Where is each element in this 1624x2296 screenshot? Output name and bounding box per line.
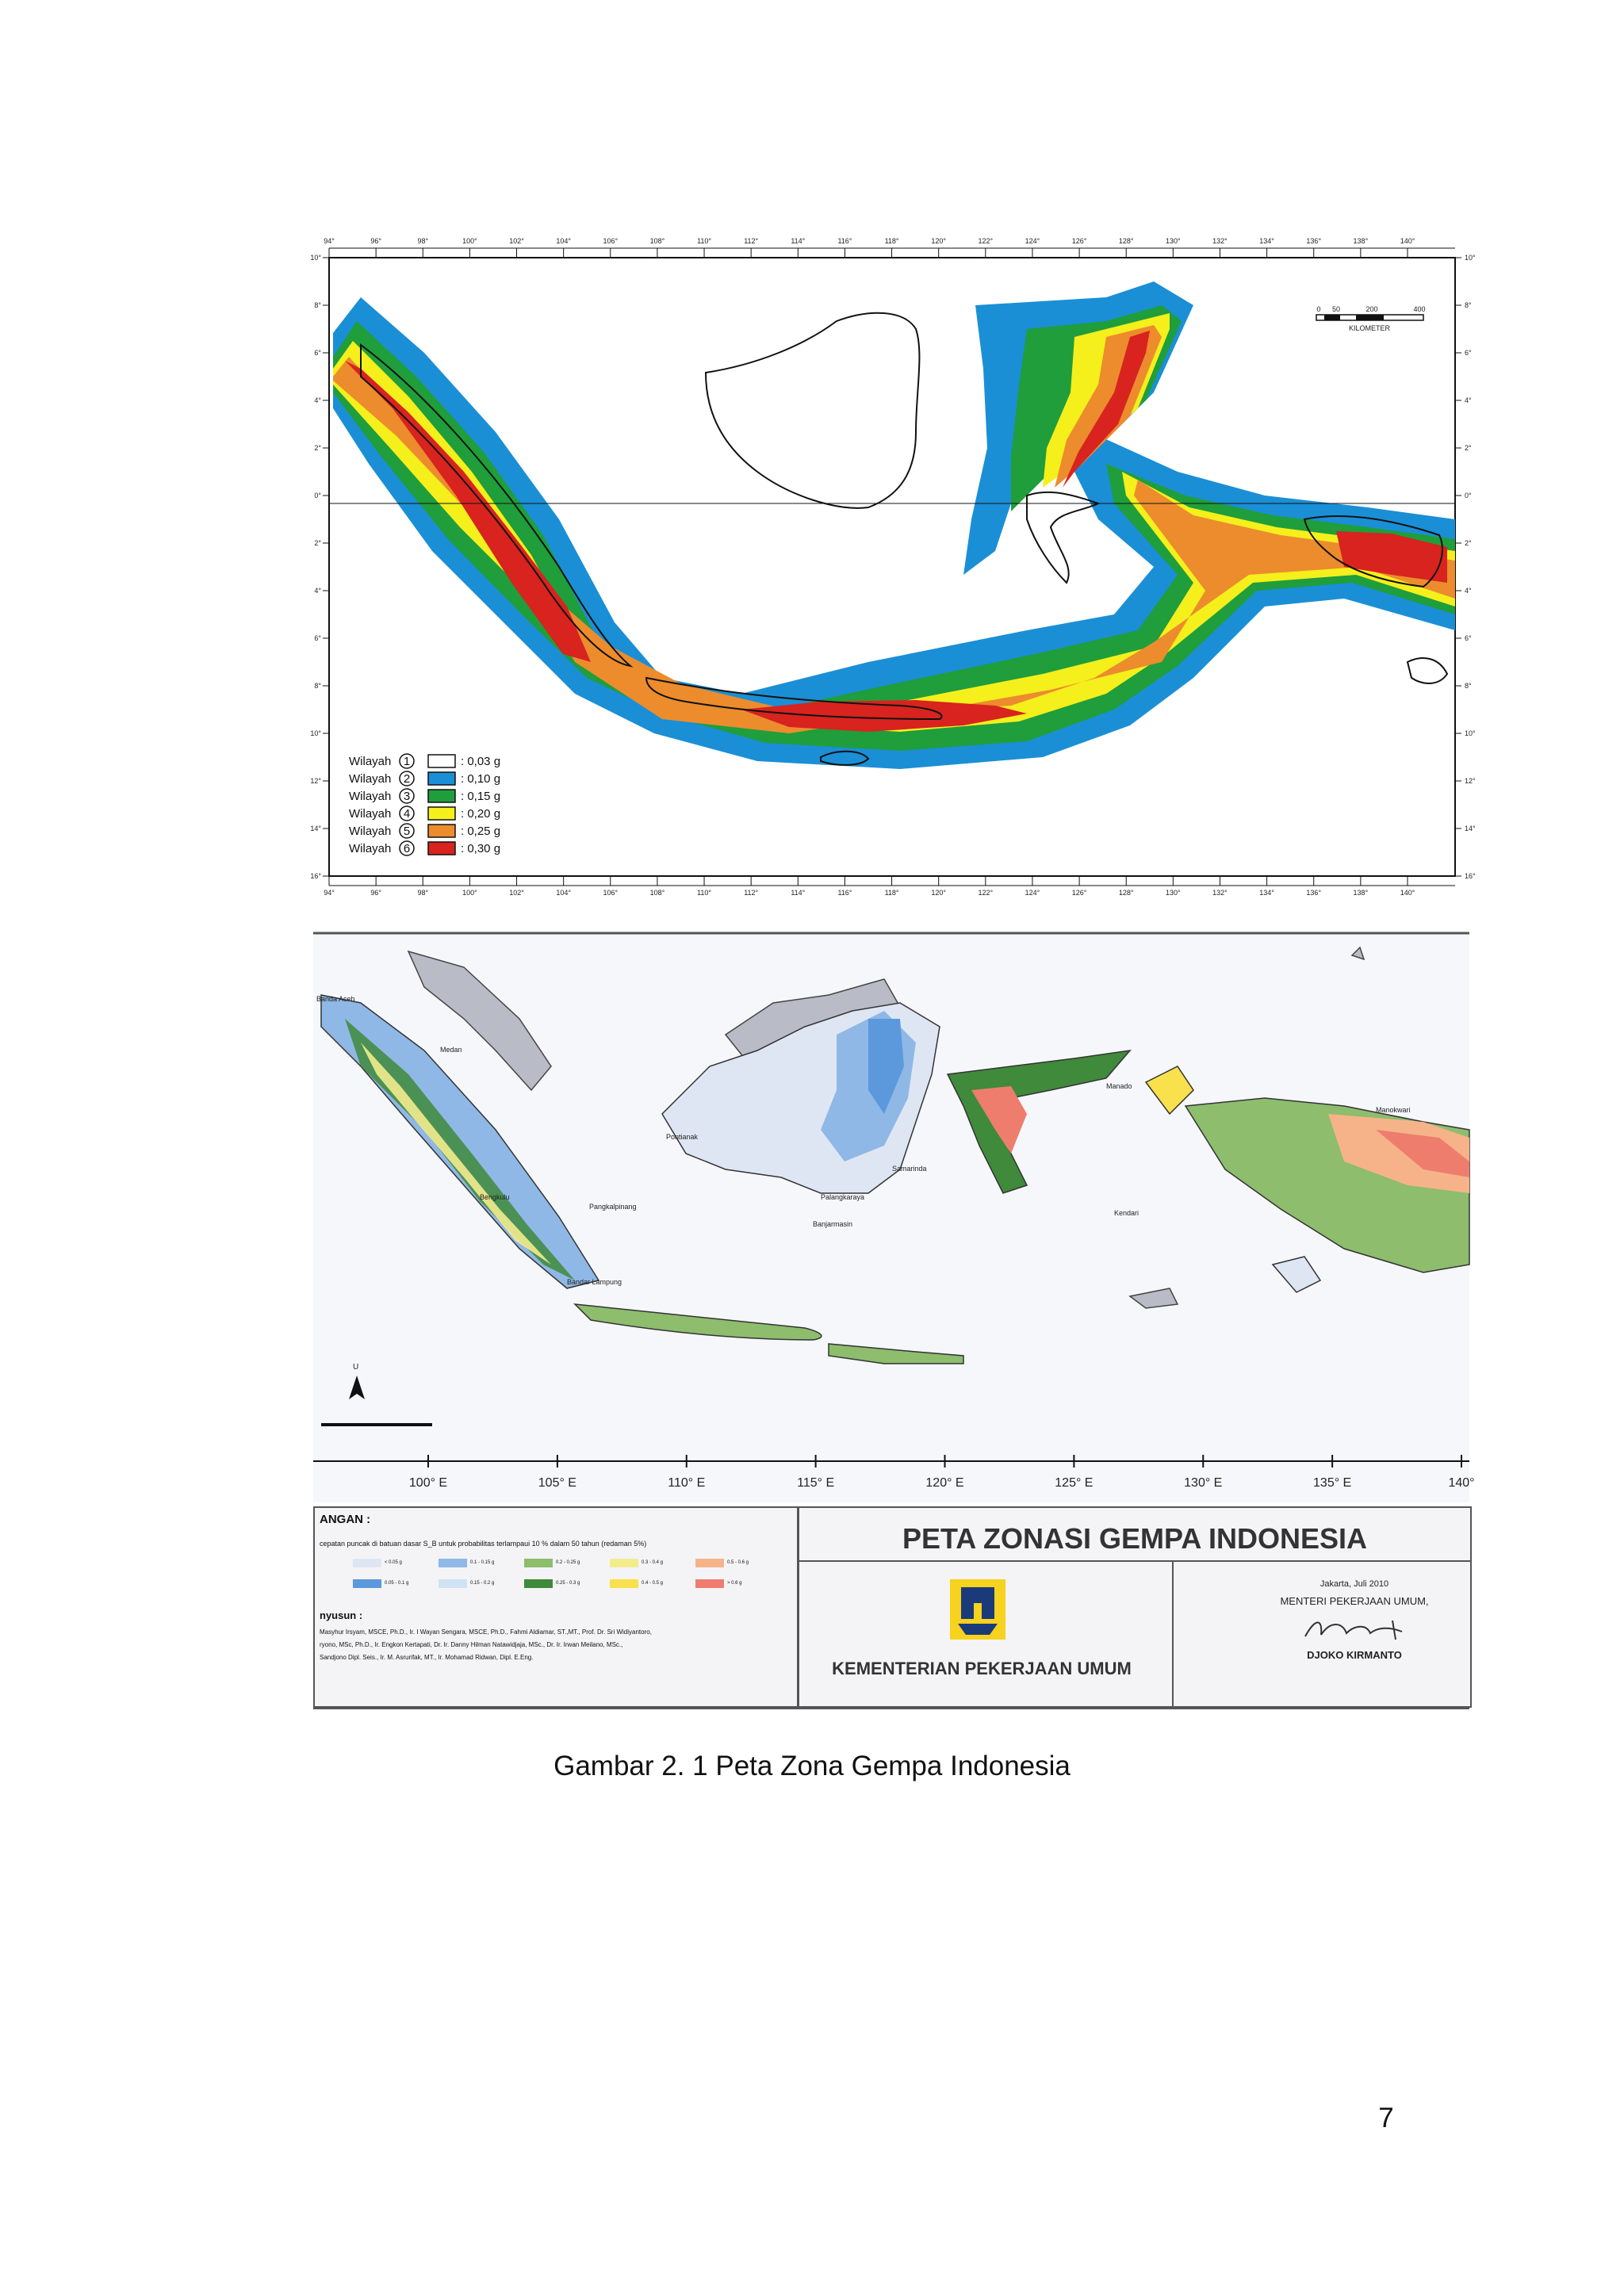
bottom-lon-tick-label: 112° (744, 889, 759, 897)
legend-zone-label: Wilayah (349, 772, 392, 786)
minister-title: MENTERI PEKERJAAN UMUM, (1280, 1595, 1429, 1607)
bottom-lon-tick-label: 126° (1071, 889, 1087, 897)
top-lon-tick-label: 120° (931, 237, 947, 245)
left-lat-tick-label: 8° (314, 682, 321, 690)
left-lat-tick-label: 10° (310, 254, 321, 262)
lon-axis-label: 110° E (668, 1476, 706, 1490)
legend-swatch (428, 825, 455, 837)
place-name-label: Palangkaraya (821, 1193, 865, 1201)
bottom-lon-tick-label: 100° (462, 889, 477, 897)
legend-swatch-label: 0.2 - 0.25 g (556, 1560, 580, 1565)
right-lat-tick-label: 10° (1465, 729, 1476, 737)
page-number: 7 (1378, 2103, 1394, 2133)
legend-zone-label: Wilayah (349, 790, 392, 803)
right-lat-tick-label: 16° (1465, 872, 1476, 880)
top-lon-tick-label: 132° (1212, 237, 1228, 245)
minister-name: DJOKO KIRMANTO (1307, 1649, 1402, 1661)
top-lon-tick-label: 138° (1353, 237, 1369, 245)
top-lon-tick-label: 134° (1259, 237, 1274, 245)
place-name-label: Manado (1106, 1082, 1132, 1090)
legend-description: cepatan puncak di batuan dasar S_B untuk probabilitas terlampaui 10 % dalam 50 tahun (redaman 5%) (320, 1540, 647, 1548)
right-lat-tick-label: 4° (1465, 396, 1472, 404)
legend-color-swatch (610, 1559, 638, 1567)
legend-swatch-label: 0.15 - 0.2 g (470, 1581, 495, 1586)
legend-color-swatch (353, 1579, 381, 1588)
place-name-label: Bengkulu (480, 1193, 510, 1201)
legend-swatch (428, 755, 455, 767)
right-lat-tick-label: 8° (1465, 682, 1472, 690)
legend-zone-number: 3 (403, 790, 411, 803)
left-lat-tick-label: 4° (314, 396, 321, 404)
legend-zone-label: Wilayah (349, 842, 392, 855)
ministry-logo-icon (950, 1579, 1005, 1640)
legend-color-swatch (353, 1559, 381, 1567)
lon-axis-label: 130° E (1184, 1476, 1223, 1490)
legend-zone-value: : 0,10 g (461, 772, 501, 786)
bottom-lon-tick-label: 102° (509, 889, 524, 897)
legend-zone-label: Wilayah (349, 825, 392, 838)
left-lat-tick-label: 4° (314, 587, 321, 595)
bottom-lon-tick-label: 134° (1259, 889, 1274, 897)
lon-axis-label: 135° E (1313, 1476, 1352, 1490)
seismic-zone-map-top (310, 234, 1479, 897)
legend-swatch (428, 772, 455, 785)
place-name-label: Medan (440, 1046, 462, 1054)
legend-swatch-label: 0.5 - 0.6 g (727, 1560, 749, 1565)
legend-zone-label: Wilayah (349, 755, 392, 768)
legend-color-swatch (695, 1579, 724, 1588)
right-lat-tick-label: 2° (1465, 539, 1472, 547)
right-lat-tick-label: 8° (1465, 301, 1472, 309)
place-name-label: Samarinda (892, 1165, 927, 1173)
legend-zone-value: : 0,30 g (461, 842, 501, 855)
place-name-label: Manokwari (1376, 1106, 1411, 1114)
compiler-line-1: Masyhur Irsyam, MSCE, Ph.D., Ir. I Wayan Sengara, MSCE, Ph.D., Fahmi Aldiamar, ST.,MT., Prof. Dr. Sri Widiyantoro, (320, 1628, 652, 1636)
compiler-title: nyusun : (320, 1609, 363, 1621)
legend-swatch-label: 0.4 - 0.5 g (642, 1581, 664, 1586)
legend-swatch (428, 790, 455, 802)
bottom-lon-tick-label: 108° (649, 889, 665, 897)
scale-bar-label: 50 (1331, 305, 1341, 313)
place-name-label: Pangkalpinang (589, 1203, 637, 1211)
top-lon-tick-label: 110° (697, 237, 712, 245)
top-lon-tick-label: 94° (324, 237, 335, 245)
scale-bar-label: 0 (1316, 305, 1321, 313)
legend-zone-value: : 0,20 g (461, 807, 501, 821)
map-legend-panel (313, 1506, 799, 1708)
bottom-lon-tick-label: 136° (1306, 889, 1322, 897)
top-lon-tick-label: 136° (1306, 237, 1322, 245)
top-lon-tick-label: 112° (744, 237, 759, 245)
map-title-block (798, 1506, 1472, 1708)
legend-swatch (428, 842, 455, 855)
left-lat-tick-label: 2° (314, 444, 321, 452)
place-name-label: Bandar Lampung (567, 1278, 622, 1286)
legend-zone-number: 5 (403, 825, 411, 838)
left-lat-tick-label: 10° (310, 729, 321, 737)
lon-axis-label: 140° (1448, 1476, 1475, 1490)
lon-axis-label: 100° E (408, 1476, 448, 1490)
bottom-lon-tick-label: 104° (556, 889, 571, 897)
bottom-lon-tick-label: 106° (603, 889, 619, 897)
top-lon-tick-label: 128° (1118, 237, 1134, 245)
bottom-lon-tick-label: 96° (370, 889, 381, 897)
top-lon-tick-label: 130° (1166, 237, 1181, 245)
left-lat-tick-label: 6° (314, 349, 321, 357)
legend-swatch-label: 0.3 - 0.4 g (642, 1560, 664, 1565)
top-lon-tick-label: 104° (556, 237, 571, 245)
right-lat-tick-label: 2° (1465, 444, 1472, 452)
legend-zone-number: 1 (403, 755, 411, 768)
legend-color-swatch (439, 1559, 467, 1567)
compiler-line-2: ryono, MSc, Ph.D., Ir. Engkon Kertapati, Dr. Ir. Danny Hilman Natawidjaja, MSc., Dr. Ir. Irwan Meilano, MSc., (320, 1641, 623, 1648)
bottom-lon-tick-label: 98° (417, 889, 429, 897)
right-lat-tick-label: 10° (1465, 254, 1476, 262)
top-lon-tick-label: 126° (1071, 237, 1087, 245)
ministry-name: KEMENTERIAN PEKERJAAN UMUM (832, 1659, 1132, 1678)
scale-bar-label: 200 (1365, 305, 1378, 313)
right-lat-tick-label: 6° (1465, 634, 1472, 642)
legend-zone-value: : 0,03 g (461, 755, 501, 768)
map-main-title: PETA ZONASI GEMPA INDONESIA (902, 1522, 1368, 1555)
top-lon-tick-label: 106° (603, 237, 619, 245)
top-lon-tick-label: 96° (370, 237, 381, 245)
legend-swatch-label: > 0.6 g (727, 1581, 742, 1586)
compiler-line-3: Sandjono Dipl. Seis., Ir. M. Asrurifak, MT., Ir. Mohamad Ridwan, Dipl. E.Eng. (320, 1654, 534, 1661)
legend-swatch (428, 807, 455, 820)
right-lat-tick-label: 4° (1465, 587, 1472, 595)
legend-zone-label: Wilayah (349, 807, 392, 821)
left-lat-tick-label: 0° (314, 492, 321, 499)
right-lat-tick-label: 6° (1465, 349, 1472, 357)
bottom-lon-tick-label: 122° (978, 889, 994, 897)
left-lat-tick-label: 12° (310, 777, 321, 785)
legend-color-swatch (695, 1559, 724, 1567)
figure-bottom-rule (313, 1706, 1469, 1709)
bottom-lon-tick-label: 110° (697, 889, 712, 897)
left-lat-tick-label: 14° (310, 825, 321, 832)
top-lon-tick-label: 116° (837, 237, 852, 245)
place-name-label: Banda Aceh (316, 995, 355, 1003)
bottom-lon-tick-label: 116° (837, 889, 852, 897)
top-lon-tick-label: 118° (884, 237, 899, 245)
top-lon-tick-label: 122° (978, 237, 994, 245)
right-lat-tick-label: 12° (1465, 777, 1476, 785)
legend-color-swatch (610, 1579, 638, 1588)
bottom-lon-tick-label: 140° (1400, 889, 1415, 897)
bottom-lon-tick-label: 138° (1353, 889, 1369, 897)
top-lon-tick-label: 102° (509, 237, 524, 245)
left-lat-tick-label: 6° (314, 634, 321, 642)
top-lon-tick-label: 98° (417, 237, 429, 245)
legend-color-swatch (524, 1559, 553, 1567)
bottom-lon-tick-label: 120° (931, 889, 947, 897)
pga-hazard-map-bottom (313, 932, 1475, 1502)
lon-axis-label: 125° E (1055, 1476, 1094, 1490)
top-lon-tick-label: 124° (1025, 237, 1040, 245)
legend-swatch-label: 0.25 - 0.3 g (556, 1581, 580, 1586)
scale-bar-unit: KILOMETER (1348, 324, 1391, 332)
top-lon-tick-label: 140° (1400, 237, 1415, 245)
top-lon-tick-label: 114° (791, 237, 806, 245)
left-lat-tick-label: 2° (314, 539, 321, 547)
legend-color-swatch (439, 1579, 467, 1588)
bottom-lon-tick-label: 128° (1118, 889, 1134, 897)
bottom-lon-tick-label: 124° (1025, 889, 1040, 897)
right-lat-tick-label: 14° (1465, 825, 1476, 832)
legend-swatch-label: 0.1 - 0.15 g (470, 1560, 495, 1565)
lon-axis-label: 120° E (925, 1476, 964, 1490)
legend-zone-number: 6 (403, 842, 411, 855)
figure-caption: Gambar 2. 1 Peta Zona Gempa Indonesia (553, 1751, 1071, 1781)
top-lon-tick-label: 100° (462, 237, 477, 245)
legend-swatch-label: 0.05 - 0.1 g (385, 1581, 409, 1586)
left-lat-tick-label: 16° (310, 872, 321, 880)
signing-place-date: Jakarta, Juli 2010 (1320, 1579, 1389, 1589)
bottom-lon-tick-label: 118° (884, 889, 899, 897)
bottom-lon-tick-label: 114° (791, 889, 806, 897)
legend-color-swatch (524, 1579, 553, 1588)
top-lon-tick-label: 108° (649, 237, 665, 245)
legend-zone-number: 2 (403, 772, 411, 786)
legend-title: ANGAN : (320, 1513, 371, 1526)
legend-swatch-label: < 0.05 g (385, 1560, 402, 1565)
minister-signature-icon (1299, 1613, 1418, 1647)
scale-bar-label: 400 (1413, 305, 1426, 313)
left-lat-tick-label: 8° (314, 301, 321, 309)
place-name-label: Kendari (1114, 1209, 1139, 1217)
place-name-label: Pontianak (666, 1133, 699, 1141)
lon-axis-label: 115° E (797, 1476, 835, 1490)
svg-text:U: U (353, 1363, 359, 1372)
bottom-lon-tick-label: 130° (1166, 889, 1181, 897)
legend-zone-value: : 0,25 g (461, 825, 501, 838)
legend-zone-number: 4 (403, 807, 411, 821)
place-name-label: Banjarmasin (813, 1220, 853, 1228)
legend-zone-value: : 0,15 g (461, 790, 501, 803)
bottom-lon-tick-label: 94° (324, 889, 335, 897)
bottom-lon-tick-label: 132° (1212, 889, 1228, 897)
lon-axis-label: 105° E (538, 1476, 576, 1490)
right-lat-tick-label: 0° (1465, 492, 1472, 499)
